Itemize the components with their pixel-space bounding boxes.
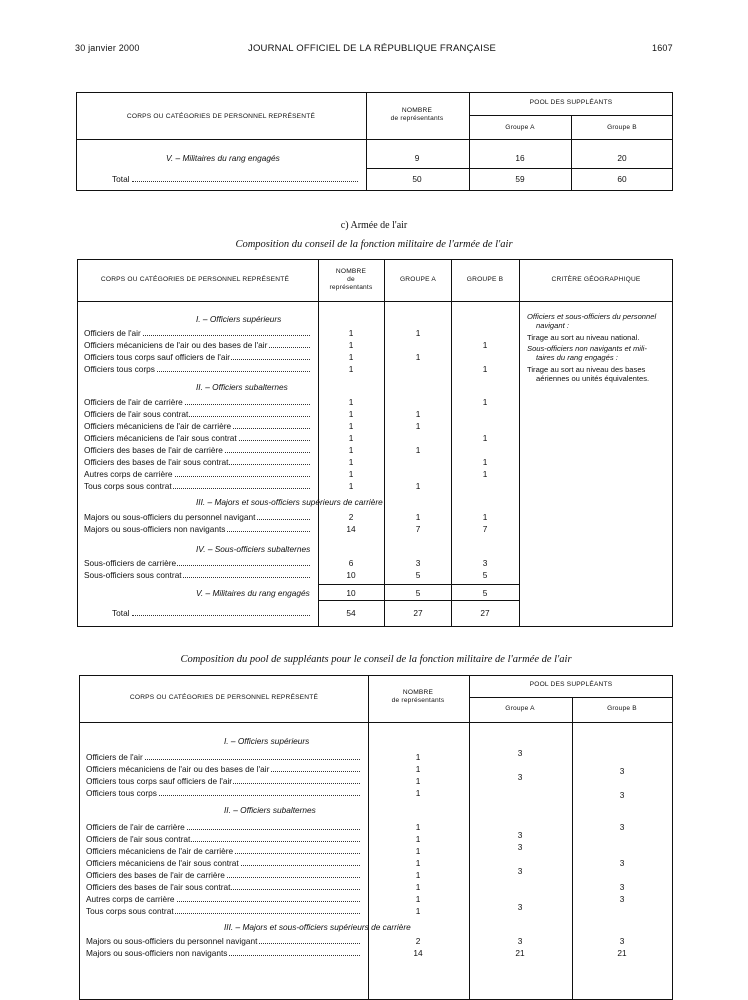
t3-row-label: Officiers des bases de l'air de carrière (86, 870, 225, 880)
t3-row-label: Officiers de l'air sous contrat (86, 834, 191, 844)
t3-row-groupe-b: 3 (619, 858, 625, 868)
t2-row-nombre: 1 (348, 457, 354, 467)
t1-total-nombre: 50 (412, 174, 422, 184)
t2-section-3: III. – Majors et sous-officiers supérieurs de carrière (196, 497, 383, 507)
t2-row-groupe-b: 1 (482, 469, 488, 479)
t2-row-label: Officiers tous corps sauf officiers de l'air (84, 352, 231, 362)
t2-total-leader (132, 615, 310, 616)
t2-row-groupe-b: 1 (482, 433, 488, 443)
t2-row-nombre: 1 (348, 481, 354, 491)
t3-row-nombre: 1 (415, 882, 421, 892)
t2-row-groupe-b: 5 (482, 570, 488, 580)
t1-header-groupe-a: Groupe A (505, 124, 535, 131)
t2-row-label: Sous-officiers sous contrat (84, 570, 182, 580)
t2-critere-line: taires du rang engagés : (536, 353, 618, 362)
t3-row-label: Officiers tous corps sauf officiers de l'air (86, 776, 233, 786)
t2-row-label: Officiers de l'air de carrière (84, 397, 183, 407)
t2-row-groupe-b: 1 (482, 457, 488, 467)
t2-row-nombre: 1 (348, 352, 354, 362)
t3-row-groupe-b: 3 (619, 894, 625, 904)
t2-header-de: de (347, 276, 355, 283)
t2-row-groupe-a: 1 (415, 445, 421, 455)
t2-row-nombre: 1 (348, 409, 354, 419)
t3-row-groupe-a: 3 (517, 866, 523, 876)
journal-title: JOURNAL OFFICIEL DE LA RÉPUBLIQUE FRANÇAISE (248, 43, 497, 54)
t3-header-representants: de représentants (391, 697, 445, 704)
t2-row-nombre: 1 (348, 397, 354, 407)
t2-row-nombre: 1 (348, 328, 354, 338)
t3-header-corps: CORPS OU CATÉGORIES DE PERSONNEL REPRÉSENTÉ (129, 694, 319, 701)
t3-row-nombre: 1 (415, 776, 421, 786)
t3-header-groupe-b: Groupe B (607, 705, 637, 712)
t2-row-groupe-b: 1 (482, 364, 488, 374)
t2-row-label: Majors ou sous-officiers non navigants (84, 524, 226, 534)
t2-row-groupe-a: 5 (415, 588, 421, 598)
t2-row-label: Sous-officiers de carrière (84, 558, 177, 568)
t3-row-nombre: 1 (415, 752, 421, 762)
t2-row-nombre: 1 (348, 340, 354, 350)
t1-header-representants: de représentants (390, 115, 444, 122)
t1-header-groupe-b: Groupe B (607, 124, 637, 131)
t3-header-nombre: NOMBRE (402, 689, 434, 696)
t3-row-groupe-a: 3 (517, 748, 523, 758)
t2-total-label: Total (112, 608, 130, 618)
t2-row-label: Officiers mécaniciens de l'air ou des bases de l'air (84, 340, 268, 350)
t2-row-nombre: 1 (348, 445, 354, 455)
t3-row-groupe-b: 3 (619, 822, 625, 832)
t3-row-label: Officiers de l'air de carrière (86, 822, 185, 832)
t2-row-label: Officiers tous corps (84, 364, 155, 374)
t2-row-groupe-b: 1 (482, 340, 488, 350)
t3-row-groupe-a: 3 (517, 936, 523, 946)
t3-row-label: Officiers mécaniciens de l'air sous contrat (86, 858, 239, 868)
t3-row-nombre: 1 (415, 858, 421, 868)
t3-row-nombre: 2 (415, 936, 421, 946)
t2-section-4: IV. – Sous-officiers subalternes (196, 544, 311, 554)
t2-row-label: Autres corps de carrière (84, 469, 173, 479)
t2-header-critere: CRITÈRE GÉOGRAPHIQUE (551, 276, 641, 283)
t2-row-nombre: 1 (348, 364, 354, 374)
t2-row-groupe-b: 3 (482, 558, 488, 568)
t2-section-2: II. – Officiers subalternes (196, 382, 288, 392)
t2-critere-line: Officiers et sous-officiers du personnel (527, 312, 657, 321)
t2-row-label: Officiers de l'air sous contrat (84, 409, 189, 419)
t2-row-groupe-b: 5 (482, 588, 488, 598)
t3-row-label: Tous corps sous contrat (86, 906, 174, 916)
t3-row-groupe-b: 3 (619, 936, 625, 946)
t2-row-groupe-a: 5 (415, 570, 421, 580)
t3-row-label: Majors ou sous-officiers du personnel navigant (86, 936, 258, 946)
t3-row-label: Officiers de l'air (86, 752, 143, 762)
t2-row-groupe-a: 1 (415, 409, 421, 419)
t2-header-nombre: NOMBRE (335, 268, 367, 275)
t2-row-nombre: 1 (348, 421, 354, 431)
t2-row-groupe-a: 7 (415, 524, 421, 534)
t3-header-pool: POOL DES SUPPLÉANTS (529, 681, 613, 688)
t3-row-label: Officiers tous corps (86, 788, 157, 798)
t2-section-1: I. – Officiers supérieurs (196, 314, 282, 324)
t3-header-groupe-a: Groupe A (505, 705, 535, 712)
t2-row-groupe-a: 1 (415, 512, 421, 522)
t3-row-groupe-a: 3 (517, 842, 523, 852)
t2-row-groupe-a: 1 (415, 421, 421, 431)
t3-row-groupe-a: 3 (517, 772, 523, 782)
t3-section-1: I. – Officiers supérieurs (224, 736, 310, 746)
page-number: 1607 (652, 43, 673, 53)
t2-row-label: Majors ou sous-officiers du personnel navigant (84, 512, 256, 522)
caption-conseil: Composition du conseil de la fonction militaire de l'armée de l'air (235, 239, 513, 250)
section-c-caption: c) Armée de l'air (340, 220, 408, 231)
t2-row-nombre: 14 (346, 524, 356, 534)
caption-pool: Composition du pool de suppléants pour le conseil de la fonction militaire de l'armée de l'air (180, 654, 572, 665)
t3-row-groupe-a: 3 (517, 902, 523, 912)
t2-row-groupe-a: 1 (415, 328, 421, 338)
t2-critere-line: Tirage au sort au niveau national. (527, 333, 640, 342)
t2-row-groupe-b: 1 (482, 512, 488, 522)
t1-header-corps: CORPS OU CATÉGORIES DE PERSONNEL REPRÉSENTÉ (126, 113, 316, 120)
t1-section-label: V. – Militaires du rang engagés (166, 153, 280, 163)
t3-row-nombre: 1 (415, 834, 421, 844)
t3-row-groupe-a: 21 (515, 948, 525, 958)
t3-row-label: Officiers mécaniciens de l'air de carrière (86, 846, 234, 856)
t3-row-label: Officiers des bases de l'air sous contrat (86, 882, 231, 892)
t2-row-groupe-a: 1 (415, 481, 421, 491)
t2-row-nombre: 2 (348, 512, 354, 522)
t2-row-label: Officiers des bases de l'air de carrière (84, 445, 223, 455)
page-date: 30 janvier 2000 (75, 43, 140, 53)
t2-row-label: Officiers des bases de l'air sous contrat (84, 457, 229, 467)
t2-row-label: Tous corps sous contrat (84, 481, 172, 491)
t3-row-label: Majors ou sous-officiers non navigants (86, 948, 228, 958)
t3-row-nombre: 1 (415, 822, 421, 832)
t2-critere-line: Sous-officiers non navigants et mili- (527, 344, 647, 353)
t2-row-nombre: 6 (348, 558, 354, 568)
t1-total-label: Total (112, 174, 130, 184)
t1-header-pool: POOL DES SUPPLÉANTS (529, 99, 613, 106)
t2-row-nombre: 10 (346, 570, 356, 580)
t2-row-nombre: 10 (346, 588, 356, 598)
t3-row-groupe-b: 21 (617, 948, 627, 958)
t3-row-groupe-a: 3 (517, 830, 523, 840)
t1-section-groupe-b: 20 (617, 153, 627, 163)
t3-row-nombre: 1 (415, 870, 421, 880)
t2-critere-line: navigant : (536, 321, 569, 330)
t3-row-nombre: 1 (415, 906, 421, 916)
t1-section-nombre: 9 (414, 153, 420, 163)
t3-section-3: III. – Majors et sous-officiers supérieurs de carrière (224, 922, 411, 932)
t2-row-label: Officiers mécaniciens de l'air sous contrat (84, 433, 237, 443)
t2-row-groupe-b: 1 (482, 397, 488, 407)
t1-total-leader (132, 181, 358, 182)
t2-total-groupe-b: 27 (480, 608, 490, 618)
t2-row-nombre: 1 (348, 469, 354, 479)
t2-header-representants: représentants (329, 284, 373, 291)
t3-row-label: Officiers mécaniciens de l'air ou des bases de l'air (86, 764, 270, 774)
t3-row-nombre: 1 (415, 894, 421, 904)
t3-row-groupe-b: 3 (619, 790, 625, 800)
t3-row-nombre: 1 (415, 788, 421, 798)
t2-row-groupe-b: 7 (482, 524, 488, 534)
t1-total-groupe-b: 60 (617, 174, 627, 184)
t2-total-groupe-a: 27 (413, 608, 423, 618)
t3-row-label: Autres corps de carrière (86, 894, 175, 904)
t3-section-2: II. – Officiers subalternes (224, 805, 316, 815)
t2-row-label: V. – Militaires du rang engagés (196, 588, 310, 598)
t2-row-groupe-a: 3 (415, 558, 421, 568)
t2-header-groupe-a: GROUPE A (399, 276, 437, 283)
t2-header-groupe-b: GROUPE B (466, 276, 504, 283)
t2-header-corps: CORPS OU CATÉGORIES DE PERSONNEL REPRÉSENTÉ (100, 276, 290, 283)
t3-row-groupe-b: 3 (619, 766, 625, 776)
t2-total-nombre: 54 (346, 608, 356, 618)
t1-total-groupe-a: 59 (515, 174, 525, 184)
t1-header-nombre: NOMBRE (401, 107, 433, 114)
t3-row-nombre: 1 (415, 846, 421, 856)
t2-critere-line: aériennes ou unités équivalentes. (536, 374, 650, 383)
t2-row-groupe-a: 1 (415, 352, 421, 362)
t3-row-groupe-b: 3 (619, 882, 625, 892)
t3-row-nombre: 14 (413, 948, 423, 958)
t2-critere-line: Tirage au sort au niveau des bases (527, 365, 646, 374)
t1-section-groupe-a: 16 (515, 153, 525, 163)
t2-row-label: Officiers mécaniciens de l'air de carrière (84, 421, 232, 431)
t2-row-label: Officiers de l'air (84, 328, 141, 338)
t2-row-nombre: 1 (348, 433, 354, 443)
t3-row-nombre: 1 (415, 764, 421, 774)
